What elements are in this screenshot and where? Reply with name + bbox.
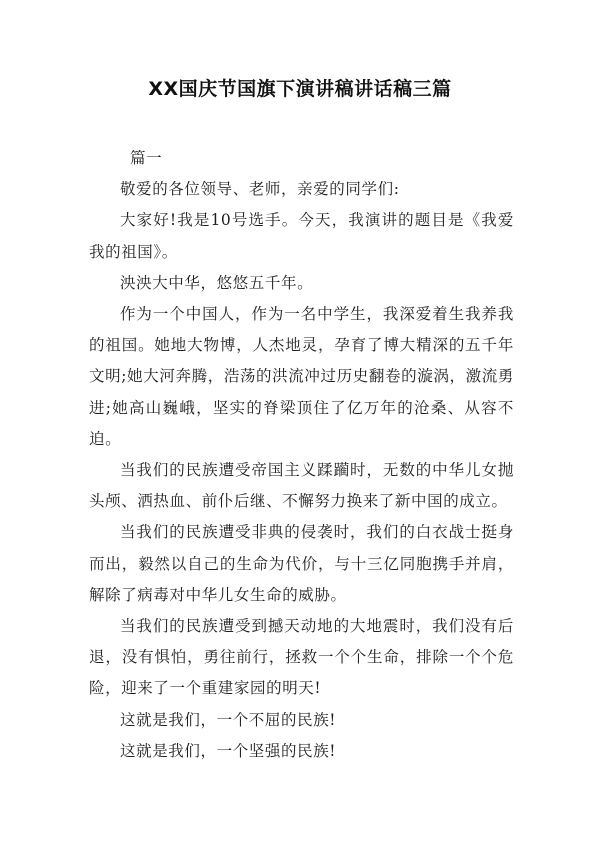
paragraph-motherland: 作为一个中国人，作为一名中学生，我深爱着生我养我的祖国。她地大物博，人杰地灵，孕育了博大精深的五千年文明;她大河奔腾，浩荡的洪流冲过历史翻卷的漩涡，激流勇进;她高山巍峨，坚实的脊梁顶住了亿万年的沧桑、从容不迫。	[89, 305, 514, 448]
document-title: XX国庆节国旗下演讲稿讲话稿三篇	[148, 78, 452, 100]
paragraph-opening-line: 泱泱大中华，悠悠五千年。	[120, 273, 314, 292]
paragraph-salutation: 敬爱的各位领导、老师，亲爱的同学们:	[120, 180, 400, 199]
paragraph-earthquake: 当我们的民族遭受到撼天动地的大地震时，我们没有后退，没有惧怕，勇往前行，拯救一个个生命，排除一个个危险，迎来了一个重建家园的明天!	[89, 617, 514, 698]
paragraph-sars: 当我们的民族遭受非典的侵袭时，我们的白衣战士挺身而出，毅然以自己的生命为代价，与十三亿同胞携手并肩，解除了病毒对中华儿女生命的威胁。	[89, 523, 514, 604]
paragraph-unyielding: 这就是我们，一个不屈的民族!	[120, 710, 337, 729]
section-heading: 篇一	[130, 149, 163, 167]
paragraph-imperialism: 当我们的民族遭受帝国主义蹂躏时，无数的中华儿女抛头颅、洒热血、前仆后继、不懈努力换来了新中国的成立。	[89, 461, 514, 511]
document-body	[89, 143, 514, 767]
paragraph-introduction: 大家好!我是10号选手。今天，我演讲的题目是《我爱我的祖国》。	[89, 211, 514, 261]
paragraph-strong: 这就是我们，一个坚强的民族!	[120, 741, 337, 760]
